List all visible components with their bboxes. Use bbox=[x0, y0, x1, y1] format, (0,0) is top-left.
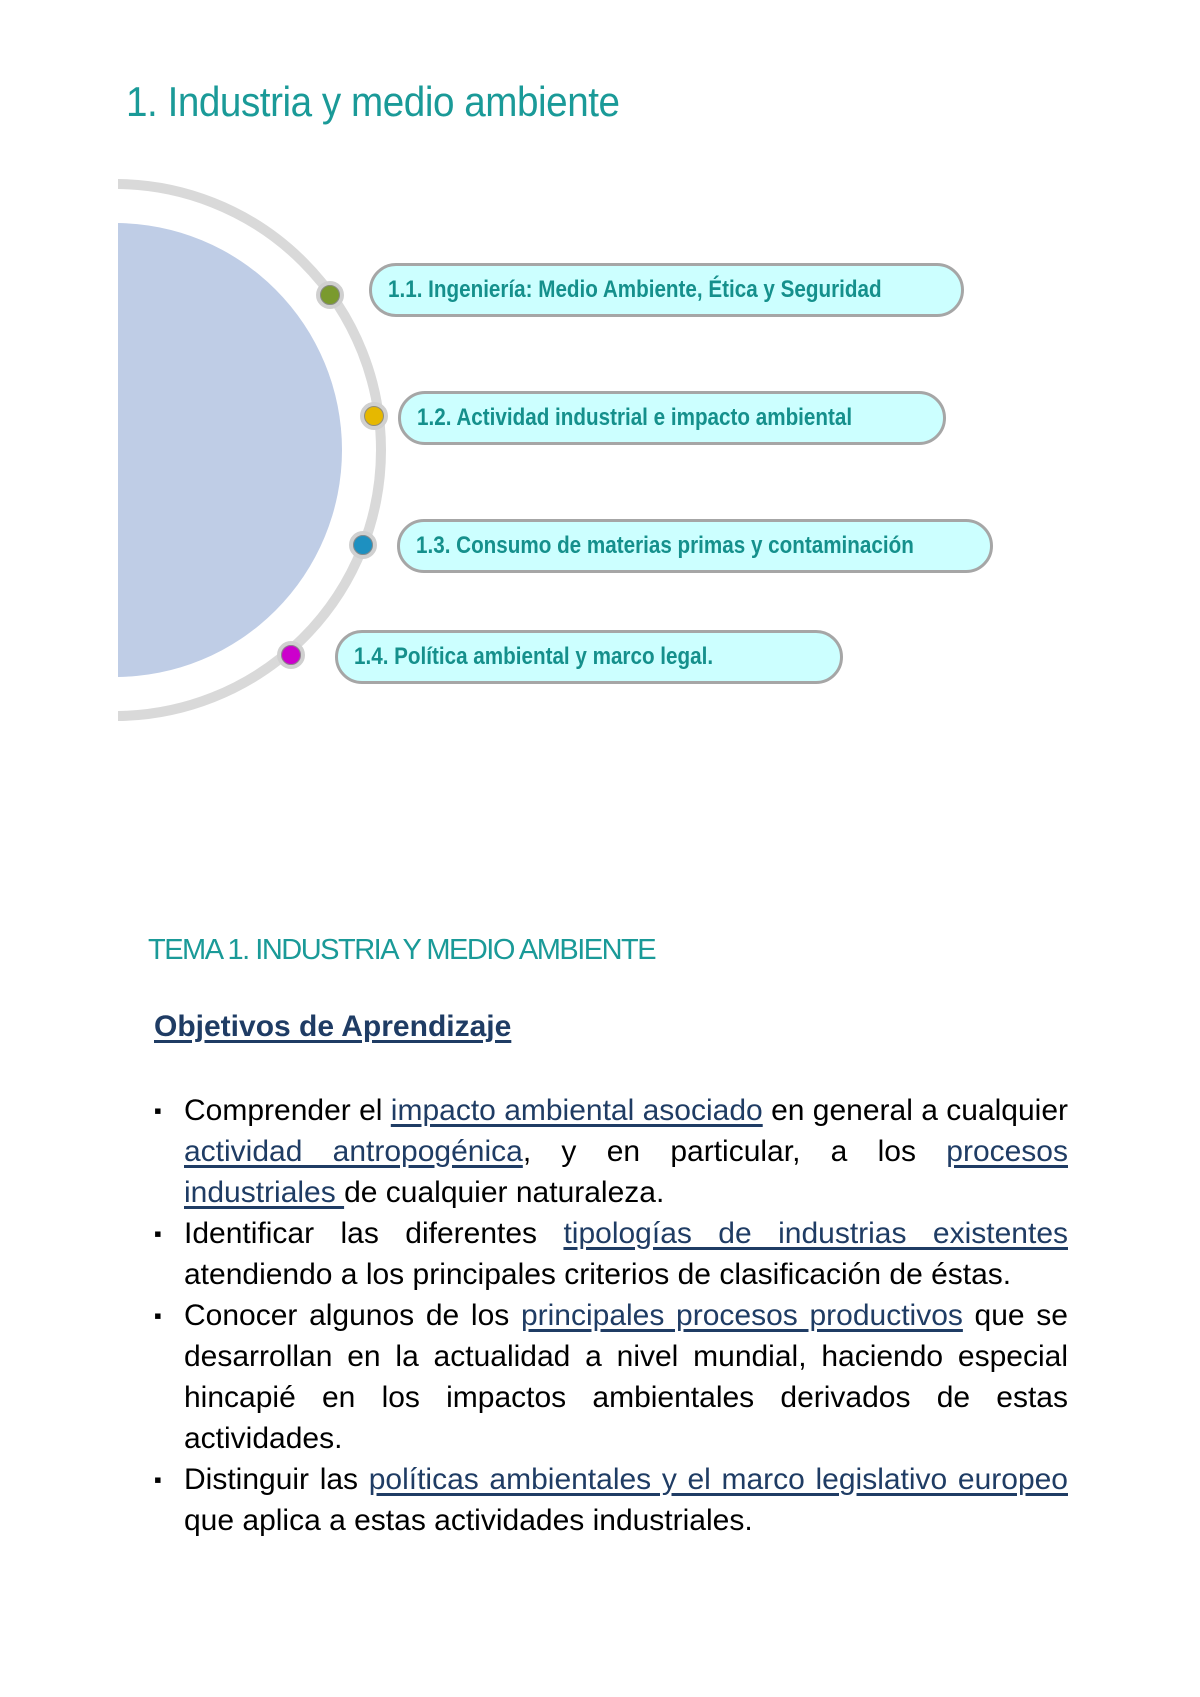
text: que se desarrollan en la actualidad a nivel mundial, haciendo especial hincapié en los impactos ambientales derivados de estas actividades. bbox=[184, 1299, 1068, 1455]
diagram-item-label: 1.1. Ingeniería: Medio Ambiente, Ética y Seguridad bbox=[388, 276, 882, 303]
objectives-list bbox=[154, 1090, 1068, 1541]
diagram-item-label: 1.3. Consumo de materias primas y contaminación bbox=[416, 532, 914, 559]
link[interactable]: procesos industriales bbox=[184, 1135, 1068, 1209]
diagram-item-label: 1.2. Actividad industrial e impacto ambiental bbox=[417, 404, 853, 431]
objectives-title: Objetivos de Aprendizaje bbox=[154, 1010, 512, 1043]
text: Distinguir las bbox=[184, 1463, 369, 1496]
section-heading: TEMA 1. INDUSTRIA Y MEDIO AMBIENTE bbox=[148, 934, 656, 966]
diagram-item-4 bbox=[335, 630, 843, 684]
text: Comprender el bbox=[184, 1094, 391, 1127]
list-item bbox=[154, 1459, 1068, 1541]
bullet-dot-3 bbox=[349, 531, 377, 559]
text: , y en particular, a los bbox=[522, 1135, 947, 1168]
diagram-item-1 bbox=[369, 263, 964, 317]
text: Identificar las diferentes bbox=[184, 1217, 564, 1250]
diagram-item-3 bbox=[397, 519, 993, 573]
link[interactable]: impacto ambiental asociado bbox=[390, 1094, 763, 1127]
list-item bbox=[154, 1090, 1068, 1213]
text: Conocer algunos de los bbox=[184, 1299, 521, 1332]
text: atendiendo a los principales criterios de clasificación de éstas. bbox=[184, 1258, 1012, 1291]
text: en general a cualquier bbox=[762, 1094, 1068, 1127]
text: de cualquier naturaleza. bbox=[344, 1176, 665, 1209]
diagram-item-2 bbox=[398, 391, 946, 445]
link[interactable]: políticas ambientales y el marco legislativo europeo bbox=[368, 1463, 1068, 1496]
bullet-dot-2 bbox=[360, 402, 388, 430]
bullet-dot-4 bbox=[277, 641, 305, 669]
large-circle bbox=[0, 223, 342, 677]
bullet-dot-1 bbox=[316, 281, 344, 309]
link[interactable]: tipologías de industrias existentes bbox=[563, 1217, 1068, 1250]
link[interactable]: actividad antropogénica bbox=[184, 1135, 523, 1168]
list-item bbox=[154, 1213, 1068, 1295]
text: que aplica a estas actividades industriales. bbox=[184, 1504, 753, 1537]
list-item bbox=[154, 1295, 1068, 1459]
link[interactable]: principales procesos productivos bbox=[520, 1299, 963, 1332]
diagram-item-label: 1.4. Política ambiental y marco legal. bbox=[354, 643, 714, 670]
page-title: 1. Industria y medio ambiente bbox=[126, 78, 620, 125]
